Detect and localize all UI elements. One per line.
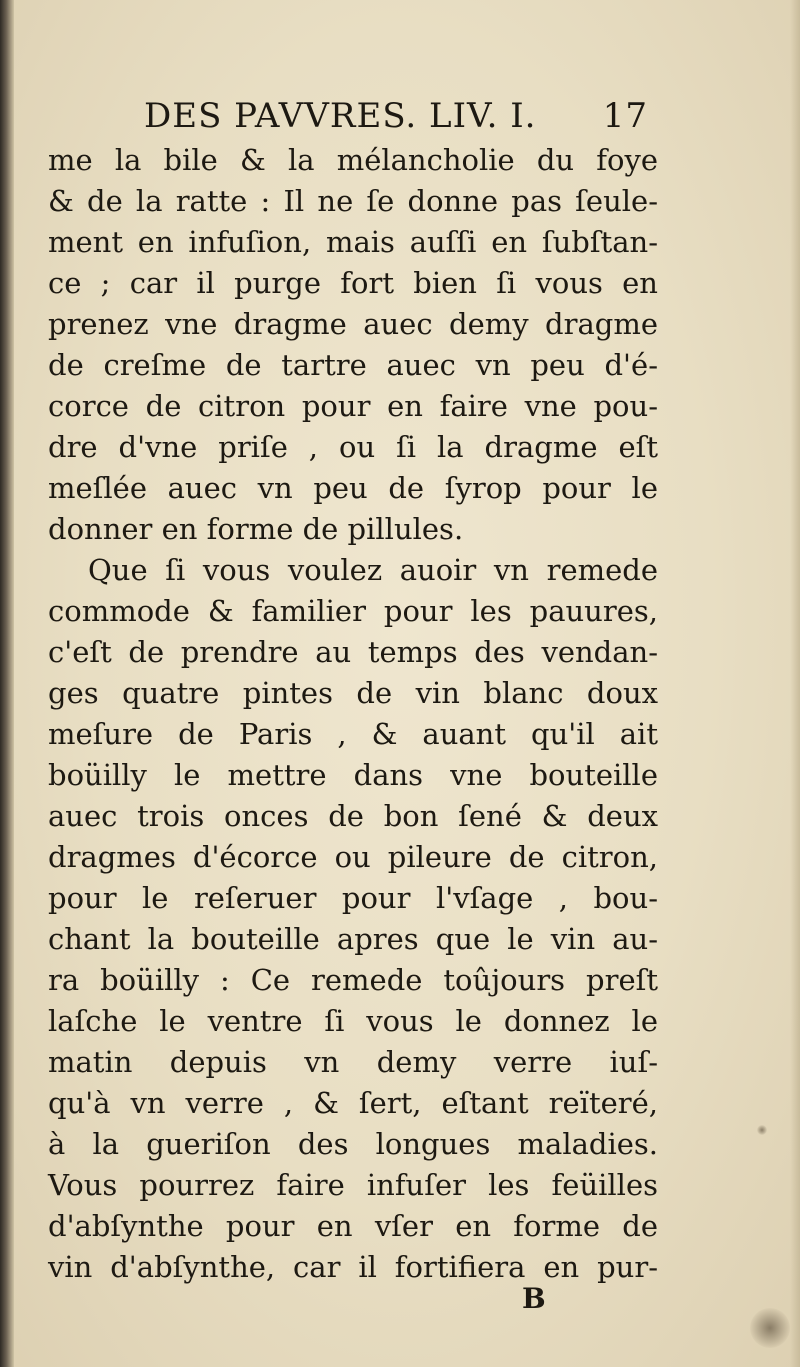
text-line: & de la ratte : Il ne ſe donne pas ſeule- bbox=[48, 184, 658, 218]
text-line: ment en infuſion, mais auſſi en ſubſtan- bbox=[48, 225, 658, 259]
text-line: ra boüilly : Ce remede toûjours preſt bbox=[48, 963, 658, 997]
running-head bbox=[48, 90, 658, 140]
foxing-stain bbox=[757, 1125, 767, 1135]
text-line: Que ſi vous voulez auoir vn remede bbox=[88, 553, 658, 587]
text-line: d'abſynthe pour en vſer en forme de bbox=[48, 1209, 658, 1243]
text-line: vin d'abſynthe, car il fortifiera en pur- bbox=[48, 1250, 658, 1284]
text-line: dre d'vne priſe , ou ſi la dragme eſt bbox=[48, 430, 658, 464]
text-line: c'eſt de prendre au temps des vendan- bbox=[48, 635, 658, 669]
page-edge bbox=[790, 0, 800, 1367]
text-line: à la gueriſon des longues maladies. bbox=[48, 1127, 658, 1161]
text-line: boüilly le mettre dans vne bouteille bbox=[48, 758, 658, 792]
binding-gutter bbox=[0, 0, 14, 1367]
running-title: DES PAVVRES. LIV. I. bbox=[144, 96, 537, 136]
text-line: dragmes d'écorce ou pileure de citron, bbox=[48, 840, 658, 874]
text-line: qu'à vn verre , & ſert, eſtant reïteré, bbox=[48, 1086, 658, 1120]
text-line: de creſme de tartre auec vn peu d'é- bbox=[48, 348, 658, 382]
text-line: meſlée auec vn peu de ſyrop pour le bbox=[48, 471, 658, 505]
text-line: me la bile & la mélancholie du foye bbox=[48, 143, 658, 177]
text-line: prenez vne dragme auec demy dragme bbox=[48, 307, 658, 341]
text-block bbox=[48, 90, 658, 1288]
text-line: auec trois onces de bon ſené & deux bbox=[48, 799, 658, 833]
foxing-stain bbox=[750, 1308, 790, 1348]
text-line: ce ; car il purge fort bien ſi vous en bbox=[48, 266, 658, 300]
signature-mark: B bbox=[522, 1282, 547, 1315]
text-line: chant la bouteille apres que le vin au- bbox=[48, 922, 658, 956]
page-number: 17 bbox=[602, 96, 648, 136]
text-line: commode & familier pour les pauures, bbox=[48, 594, 658, 628]
text-line: pour le reſeruer pour l'vſage , bou- bbox=[48, 881, 658, 915]
text-line: ges quatre pintes de vin blanc doux bbox=[48, 676, 658, 710]
text-line: Vous pourrez faire infuſer les feüilles bbox=[48, 1168, 658, 1202]
text-line: meſure de Paris , & auant qu'il ait bbox=[48, 717, 658, 751]
text-line: matin depuis vn demy verre iuſ- bbox=[48, 1045, 658, 1079]
text-line: donner en forme de pillules. bbox=[48, 512, 464, 546]
text-line: corce de citron pour en faire vne pou- bbox=[48, 389, 658, 423]
text-line: laſche le ventre ſi vous le donnez le bbox=[48, 1004, 658, 1038]
